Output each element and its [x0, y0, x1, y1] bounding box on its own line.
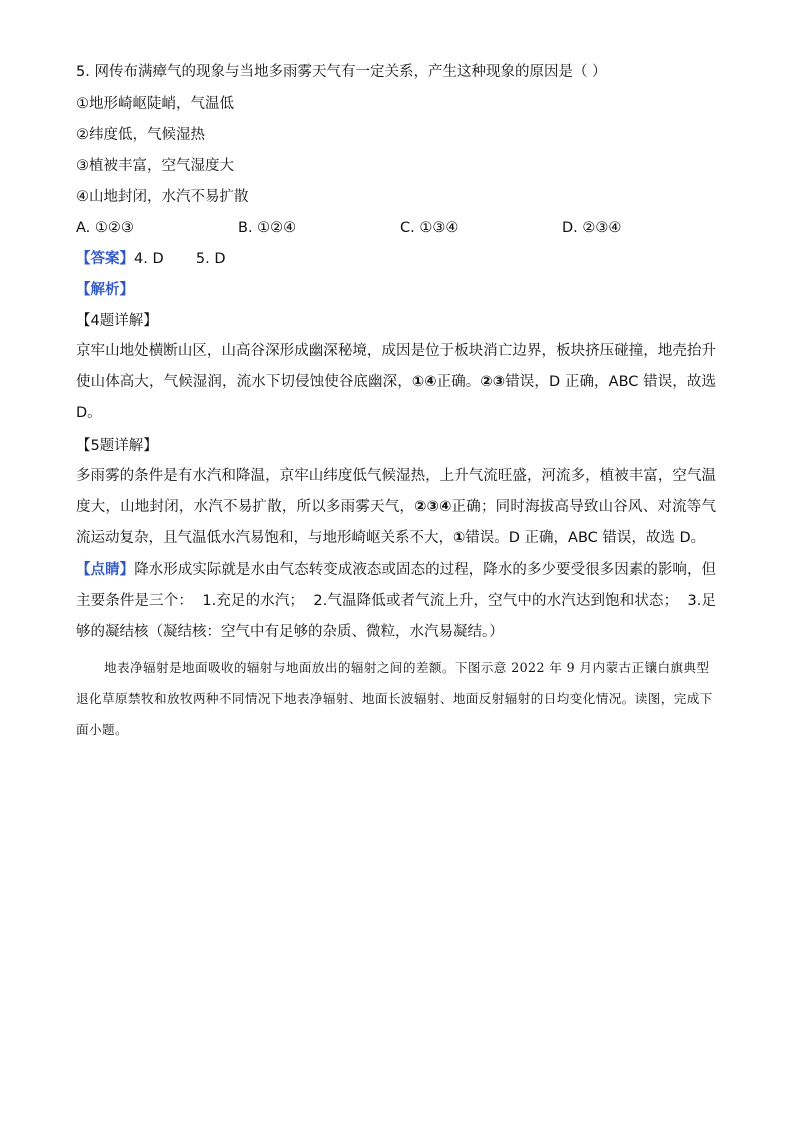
analysis-line	[76, 280, 134, 300]
option-c: C. ①③④	[400, 220, 459, 236]
answer-text: 4. D 5. D	[134, 251, 226, 267]
detail-4-text: 京牢山地处横断山区，山高谷深形成幽深秘境，成因是位于板块消亡边界，板块挤压碰撞，地壳抬升使山体高大，气候湿润，流水下切侵蚀使谷底幽深，①④正确。②③错误，D 正确，ABC 错误，故选D。	[76, 343, 717, 421]
comment-tag: 【点睛】	[76, 562, 135, 578]
question-5-item-4: ④山地封闭，水汽不易扩散	[76, 189, 249, 205]
detail-4-heading: 【4题详解】	[76, 313, 158, 329]
answer-tag: 【答案】	[76, 251, 134, 267]
option-a: A. ①②③	[76, 220, 134, 236]
question-5-item-1: ①地形崎岖陡峭，气温低	[76, 96, 234, 112]
detail-5-heading: 【5题详解】	[76, 438, 158, 454]
option-b: B. ①②④	[238, 220, 297, 236]
question-5-item-2: ②纬度低，气候湿热	[76, 127, 205, 143]
question-5-stem: 5. 网传布满瘴气的现象与当地多雨雾天气有一定关系，产生这种现象的原因是（ ）	[76, 64, 607, 80]
option-d: D. ②③④	[562, 220, 622, 236]
detail-5-text: 多雨雾的条件是有水汽和降温，京牢山纬度低气候湿热，上升气流旺盛，河流多，植被丰富，空气温度大，山地封闭，水汽不易扩散，所以多雨雾天气，②③④正确；同时海拔高导致山谷风、对流等气流运动复杂，且气温低水汽易饱和，与地形崎岖关系不大，①错误。D 正确，ABC 错误，故选 D。	[76, 468, 716, 546]
analysis-tag: 【解析】	[76, 282, 134, 298]
answer-line	[76, 249, 225, 269]
intro-paragraph: 地表净辐射是地面吸收的辐射与地面放出的辐射之间的差额。下图示意 2022 年 9 月内蒙古正镶白旗典型退化草原禁牧和放牧两种不同情况下地表净辐射、地面长波辐射、地面反射辐射的日均变化情况。读图，完成下面小题。	[76, 660, 713, 737]
question-5-item-3: ③植被丰富，空气湿度大	[76, 158, 234, 174]
comment-text: 【点睛】降水形成实际就是水由气态转变成液态或固态的过程，降水的多少要受很多因素的影响，但主要条件是三个： 1.充足的水汽； 2.气温降低或者气流上升，空气中的水汽达到饱和状态； 3.足够的凝结核（凝结核：空气中有足够的杂质、微粒，水汽易凝结。）	[76, 562, 716, 640]
